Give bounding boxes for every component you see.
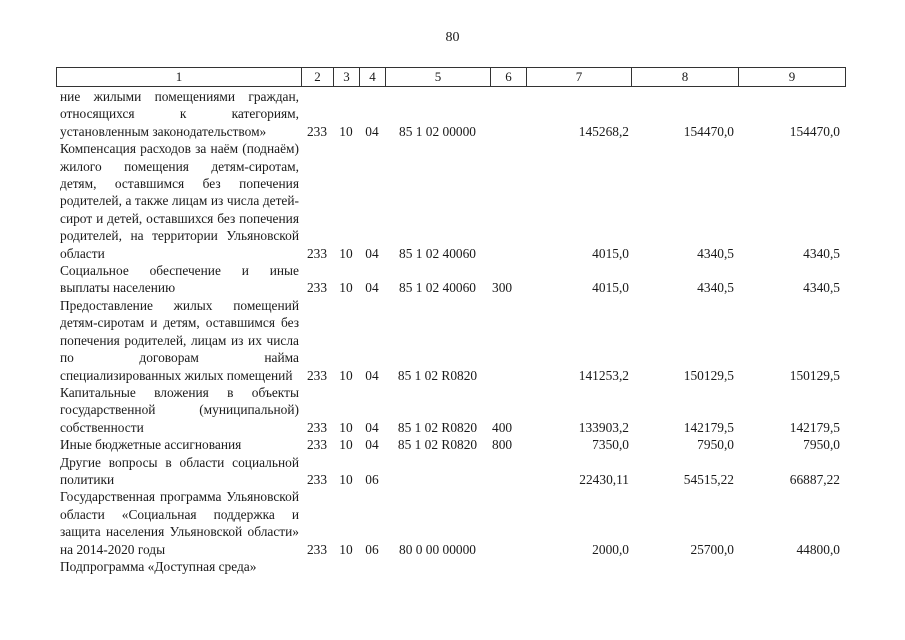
cell-col-8: 4340,5 bbox=[697, 280, 734, 296]
header-col-7: 7 bbox=[526, 68, 631, 86]
table-row bbox=[56, 558, 846, 575]
cell-col-4: 04 bbox=[365, 123, 379, 139]
cell-col-3: 10 bbox=[339, 367, 353, 383]
row-description: Капитальные вложения в объекты государственной (муниципальной) собственности bbox=[60, 384, 299, 435]
table-row bbox=[56, 88, 846, 140]
cell-col-8: 154470,0 bbox=[683, 123, 734, 139]
cell-col-4: 04 bbox=[365, 419, 379, 435]
cell-col-4: 06 bbox=[365, 541, 379, 557]
table-row bbox=[56, 297, 846, 384]
cell-col-6: 800 bbox=[492, 437, 513, 453]
row-description: Государственная программа Ульяновской области «Социальная поддержка и защита населения Ульяновской области» на 2014-2020 годы bbox=[60, 489, 299, 557]
cell-col-5: 85 1 02 40060 bbox=[399, 280, 476, 296]
cell-col-9: 150129,5 bbox=[789, 367, 840, 383]
cell-col-5: 85 1 02 40060 bbox=[399, 245, 476, 261]
cell-col-4: 04 bbox=[365, 245, 379, 261]
cell-col-3: 10 bbox=[339, 419, 353, 435]
cell-col-8: 54515,22 bbox=[683, 471, 734, 487]
header-col-6: 6 bbox=[490, 68, 526, 86]
table-body bbox=[56, 88, 846, 575]
table-row bbox=[56, 488, 846, 558]
cell-col-2: 233 bbox=[306, 419, 328, 435]
cell-col-3: 10 bbox=[339, 280, 353, 296]
cell-col-6: 400 bbox=[492, 419, 513, 435]
cell-col-4: 04 bbox=[365, 437, 379, 453]
cell-col-4: 04 bbox=[365, 367, 379, 383]
header-col-8: 8 bbox=[631, 68, 738, 86]
cell-col-5: 85 1 02 R0820 bbox=[397, 437, 478, 453]
table-row bbox=[56, 454, 846, 489]
cell-col-5: 85 1 02 00000 bbox=[399, 123, 476, 139]
cell-col-9: 4340,5 bbox=[803, 280, 840, 296]
header-col-9: 9 bbox=[738, 68, 846, 86]
cell-col-8: 25700,0 bbox=[690, 541, 734, 557]
cell-col-4: 06 bbox=[365, 471, 379, 487]
cell-col-9: 44800,0 bbox=[796, 541, 840, 557]
cell-col-7: 7350,0 bbox=[592, 437, 629, 453]
cell-col-8: 7950,0 bbox=[697, 437, 734, 453]
cell-col-5: 80 0 00 00000 bbox=[399, 541, 476, 557]
cell-col-8: 4340,5 bbox=[697, 245, 734, 261]
cell-col-4: 04 bbox=[365, 280, 379, 296]
cell-col-9: 66887,22 bbox=[789, 471, 840, 487]
table-row bbox=[56, 384, 846, 436]
cell-col-7: 145268,2 bbox=[578, 123, 629, 139]
cell-col-3: 10 bbox=[339, 123, 353, 139]
cell-col-8: 142179,5 bbox=[683, 419, 734, 435]
cell-col-2: 233 bbox=[306, 471, 328, 487]
table-row bbox=[56, 436, 846, 453]
page-number: 80 bbox=[445, 30, 460, 45]
cell-col-6: 300 bbox=[492, 280, 513, 296]
header-col-3: 3 bbox=[333, 68, 359, 86]
cell-col-2: 233 bbox=[306, 280, 328, 296]
header-col-5: 5 bbox=[385, 68, 490, 86]
table-row bbox=[56, 262, 846, 297]
cell-col-7: 141253,2 bbox=[578, 367, 629, 383]
cell-col-9: 142179,5 bbox=[789, 419, 840, 435]
cell-col-9: 154470,0 bbox=[789, 123, 840, 139]
table-row bbox=[56, 140, 846, 262]
cell-col-8: 150129,5 bbox=[683, 367, 734, 383]
cell-col-3: 10 bbox=[339, 541, 353, 557]
row-description: Иные бюджетные ассигнования bbox=[60, 437, 242, 453]
header-col-4: 4 bbox=[359, 68, 385, 86]
cell-col-2: 233 bbox=[306, 245, 328, 261]
row-description: ние жилыми помещениями граждан, относящихся к категориям, установленным законодательством» bbox=[60, 89, 299, 139]
cell-col-7: 133903,2 bbox=[578, 419, 629, 435]
row-description: Компенсация расходов за наём (поднаём) жилого помещения детям-сиротам, детям, оставшимся без попечения родителей, а также лицам из числа детей-сирот и детей, оставшихся без попечения родителей, на территории Ульяновской области bbox=[60, 141, 299, 261]
cell-col-5: 85 1 02 R0820 bbox=[397, 419, 478, 435]
cell-col-7: 4015,0 bbox=[592, 280, 629, 296]
row-description: Социальное обеспечение и иные выплаты населению bbox=[60, 263, 299, 296]
cell-col-2: 233 bbox=[306, 541, 328, 557]
row-description: Подпрограмма «Доступная среда» bbox=[60, 558, 257, 574]
cell-col-3: 10 bbox=[339, 471, 353, 487]
table-header bbox=[56, 67, 846, 87]
cell-col-2: 233 bbox=[306, 123, 328, 139]
cell-col-3: 10 bbox=[339, 245, 353, 261]
cell-col-2: 233 bbox=[306, 367, 328, 383]
row-description: Предоставление жилых помещений детям-сиротам и детям, оставшимся без попечения родителей, лицам из их числа по договорам найма специализированных жилых помещений bbox=[60, 297, 299, 383]
cell-col-9: 7950,0 bbox=[803, 437, 840, 453]
row-description: Другие вопросы в области социальной политики bbox=[60, 454, 299, 487]
cell-col-7: 4015,0 bbox=[592, 245, 629, 261]
header-col-1: 1 bbox=[56, 68, 301, 86]
cell-col-2: 233 bbox=[306, 437, 328, 453]
header-col-2: 2 bbox=[301, 68, 333, 86]
cell-col-3: 10 bbox=[339, 437, 353, 453]
cell-col-7: 22430,11 bbox=[579, 471, 629, 487]
cell-col-5: 85 1 02 R0820 bbox=[397, 367, 478, 383]
cell-col-7: 2000,0 bbox=[592, 541, 629, 557]
cell-col-9: 4340,5 bbox=[803, 245, 840, 261]
